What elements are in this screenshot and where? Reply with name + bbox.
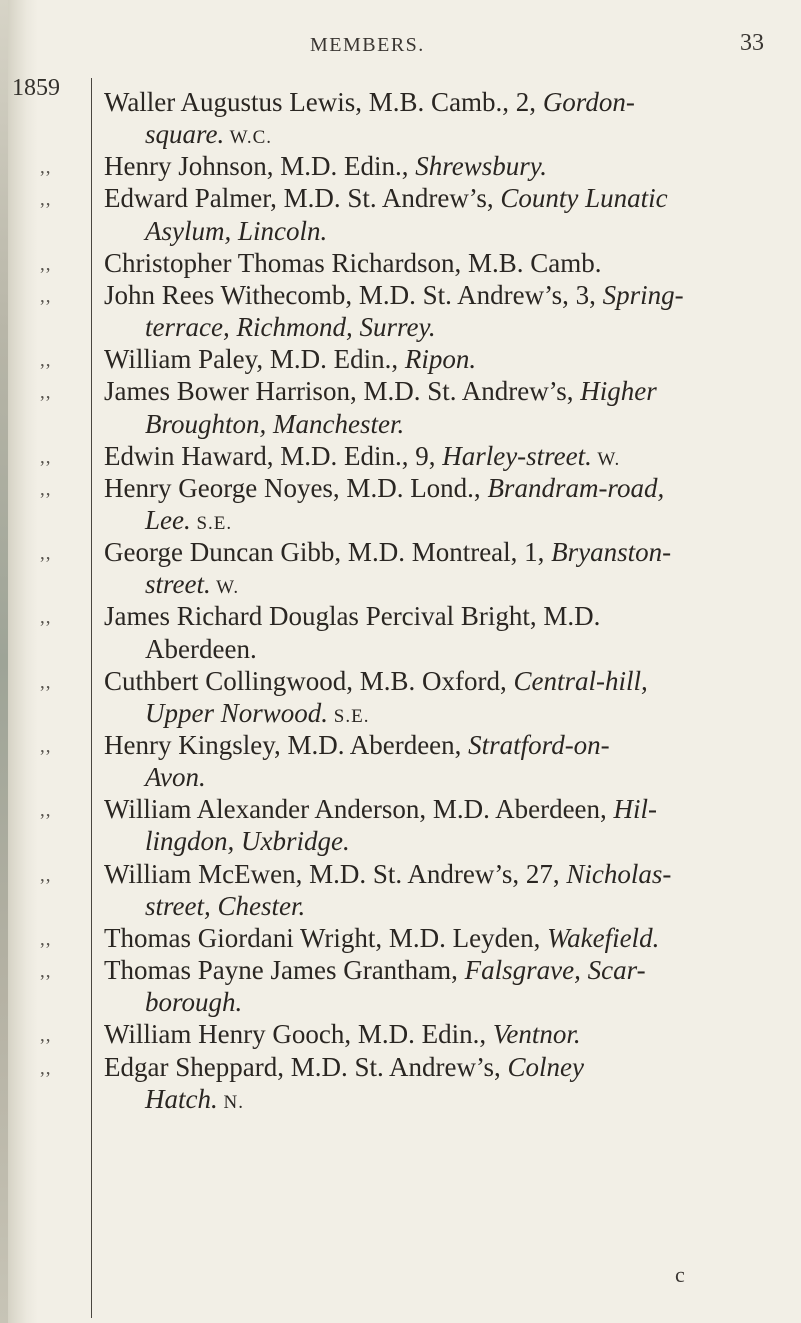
ditto-mark: ,, [40,800,52,822]
entry-address: Bryanston- [551,537,672,568]
member-entry [104,279,684,311]
member-entry-continuation [145,986,242,1018]
member-entry-continuation [145,408,404,440]
entry-text: Cuthbert Collingwood, M.B. Oxford, [104,665,514,696]
entry-address: Stratford-on- [468,730,610,760]
entry-address: Spring- [602,279,684,310]
entry-address: lingdon, Uxbridge. [145,826,350,857]
entry-text: George Duncan Gibb, M.D. Montreal, 1, [104,537,552,568]
ditto-mark: ,, [40,736,52,757]
year-label: 1859 [12,75,60,101]
entry-text: James Richard Douglas Percival Bright, M.D. [104,601,601,632]
member-entry [104,247,601,279]
entry-text: Christopher Thomas Richardson, M.B. Camb. [104,247,602,278]
entry-address: Gordon- [542,87,635,117]
member-entry [104,440,620,476]
entry-text: Edgar Sheppard, M.D. St. Andrew’s, [104,1051,508,1082]
signature-mark: c [675,1262,685,1287]
member-entry-continuation [145,697,369,733]
entry-address: County Lunatic [500,183,668,214]
entry-address: Hil- [613,794,658,825]
member-entry [104,922,659,954]
entry-text: Henry Johnson, M.D. Edin., [104,151,416,182]
member-entry [104,954,646,986]
entry-text: Waller Augustus Lewis, M.B. Camb., 2, [104,87,543,117]
entry-address: Nicholas- [566,858,672,889]
running-title: MEMBERS. [310,34,425,56]
member-entry-continuation [145,1083,244,1119]
entry-address: Central-hill, [513,665,648,696]
member-entry [104,472,664,504]
entry-address: Harley-street. [442,440,592,471]
entry-address: Shrewsbury. [415,151,548,182]
entry-address: terrace, Richmond, Surrey. [145,312,436,343]
member-entry [104,375,657,407]
member-entry [104,665,648,697]
entry-address: Higher [580,376,657,407]
member-entry-continuation [145,504,232,540]
ditto-mark: ,, [40,671,52,693]
member-entry-continuation [145,215,327,247]
member-entry [104,858,671,890]
member-entry-continuation [145,118,272,154]
member-entry [104,793,657,825]
ditto-mark: ,, [40,189,52,211]
ditto-mark: ,, [40,285,52,307]
ditto-mark: ,, [40,157,52,179]
entry-address: street, Chester. [145,890,306,921]
entry-address: Broughton, Manchester. [145,408,405,439]
ditto-mark: ,, [40,961,52,983]
ditto-mark: ,, [40,864,52,886]
entry-text: Henry Kingsley, M.D. Aberdeen, [104,730,469,760]
entry-address: Falsgrave, Scar- [464,955,646,986]
entry-address: street. [145,569,211,600]
postal-district: S.E. [328,705,370,727]
entry-address: Lee. [145,504,191,535]
member-entry [104,600,600,632]
member-entry-continuation [145,825,350,857]
member-entry-continuation [145,761,206,793]
entry-text: William Henry Gooch, M.D. Edin., [104,1019,493,1050]
postal-district: W. [591,448,621,470]
entry-text: John Rees Withecomb, M.D. St. Andrew’s, 3, [104,279,603,310]
member-entry-continuation [145,568,239,604]
postal-district: N. [217,1091,244,1113]
postal-district: W.C. [224,127,273,149]
member-entry [104,1051,584,1083]
member-entry [104,536,671,568]
member-entry [104,343,476,375]
entry-text: William Alexander Anderson, M.D. Aberdeen, [104,794,614,825]
page-number: 33 [740,30,764,56]
entry-address: Colney [507,1051,584,1082]
ditto-mark: ,, [40,928,52,950]
member-entry-continuation [145,311,436,343]
column-rule [91,78,92,1318]
member-entry-continuation [145,633,257,665]
ditto-mark: ,, [40,350,52,372]
ditto-mark: ,, [40,607,52,629]
binding-edge [0,0,8,1323]
entry-text: Thomas Payne James Grantham, [104,955,465,986]
entry-text: Edwin Haward, M.D. Edin., 9, [104,440,443,471]
entry-text: Aberdeen. [145,633,257,664]
entry-address: Ventnor. [492,1019,581,1050]
member-entry-continuation [145,890,305,922]
postal-district: S.E. [190,512,233,534]
ditto-mark: ,, [40,478,52,500]
member-entry [104,182,668,214]
member-entry [104,150,547,182]
member-entry [104,1018,581,1050]
member-entry [104,86,635,118]
entry-text: James Bower Harrison, M.D. St. Andrew’s, [104,376,581,407]
entry-address: Wakefield. [547,922,660,953]
entry-address: Upper Norwood. [145,697,329,728]
entry-address: Hatch. [145,1083,218,1114]
entry-address: Brandram-road, [487,472,665,503]
ditto-mark: ,, [40,543,52,565]
postal-district: W. [210,577,240,599]
entry-address: Avon. [145,762,206,793]
entry-address: Ripon. [404,344,477,375]
member-entry [104,729,610,761]
ditto-mark: ,, [40,446,52,468]
ditto-mark: ,, [40,382,52,404]
entry-address: square. [145,119,225,150]
entry-address: borough. [145,987,243,1018]
entry-text: Thomas Giordani Wright, M.D. Leyden, [104,922,548,953]
entry-text: William McEwen, M.D. St. Andrew’s, 27, [104,858,567,889]
ditto-mark: ,, [40,253,52,275]
entry-address: Asylum, Lincoln. [145,215,328,246]
entry-text: Henry George Noyes, M.D. Lond., [104,472,488,503]
ditto-mark: ,, [40,1025,52,1047]
entry-text: William Paley, M.D. Edin., [104,344,405,375]
ditto-mark: ,, [40,1057,52,1079]
entry-text: Edward Palmer, M.D. St. Andrew’s, [104,183,501,214]
